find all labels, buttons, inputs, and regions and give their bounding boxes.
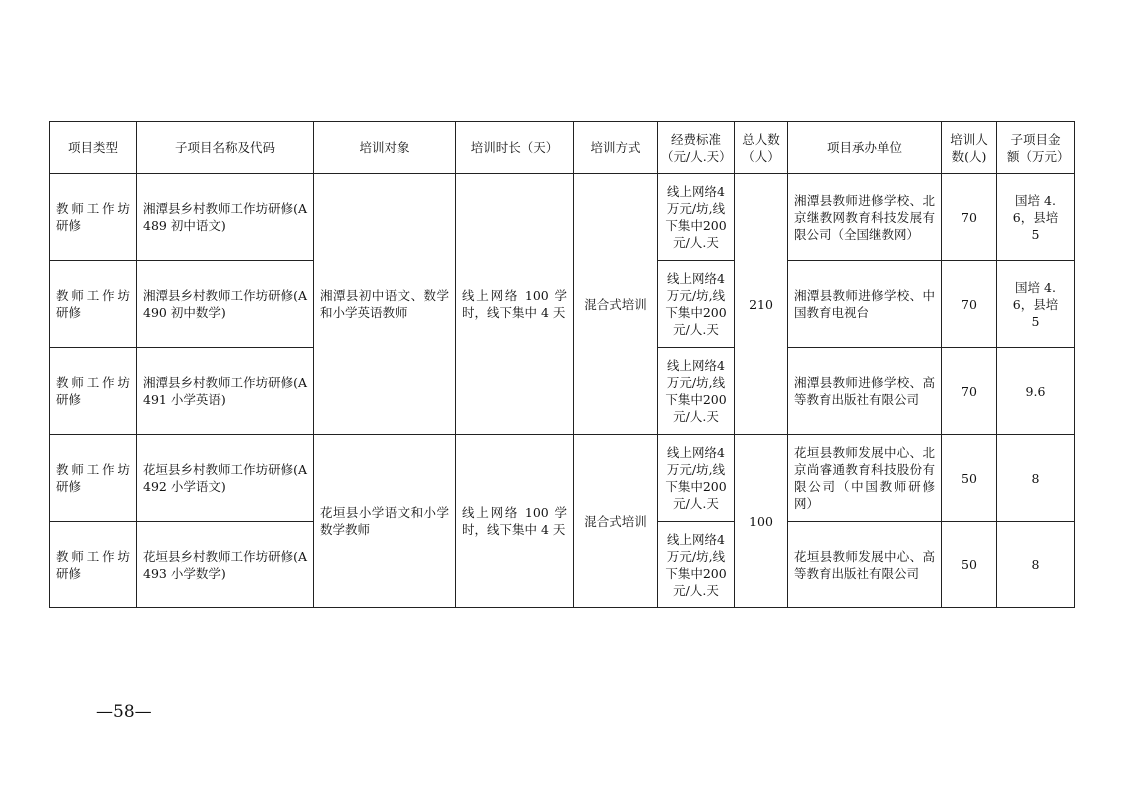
training-project-table	[49, 121, 1075, 608]
header-subproject-amount: 子项目金额（万元）	[997, 122, 1075, 174]
cell-project-type: 教师工作坊研修	[50, 348, 137, 435]
header-total-people: 总人数（人）	[735, 122, 788, 174]
cell-subproject-name: 湘潭县乡村教师工作坊研修(A490 初中数学)	[137, 261, 314, 348]
cell-project-type: 教师工作坊研修	[50, 174, 137, 261]
table-row	[50, 435, 1075, 522]
cell-host-unit: 湘潭县教师进修学校、北京继教网教育科技发展有限公司（全国继教网）	[788, 174, 942, 261]
cell-training-target: 湘潭县初中语文、数学和小学英语教师	[314, 174, 456, 435]
cell-project-type: 教师工作坊研修	[50, 522, 137, 608]
cell-trainee-count: 50	[942, 435, 997, 522]
header-training-target: 培训对象	[314, 122, 456, 174]
cell-trainee-count: 50	[942, 522, 997, 608]
cell-host-unit: 湘潭县教师进修学校、高等教育出版社有限公司	[788, 348, 942, 435]
cell-fee-standard: 线上网络4万元/坊,线下集中200元/人.天	[658, 174, 735, 261]
cell-training-target: 花垣县小学语文和小学数学教师	[314, 435, 456, 608]
table-header-row	[50, 122, 1075, 174]
cell-subproject-name: 湘潭县乡村教师工作坊研修(A489 初中语文)	[137, 174, 314, 261]
cell-project-type: 教师工作坊研修	[50, 435, 137, 522]
cell-host-unit: 湘潭县教师进修学校、中国教育电视台	[788, 261, 942, 348]
cell-host-unit: 花垣县教师发展中心、北京尚睿通教育科技股份有限公司（中国教师研修网）	[788, 435, 942, 522]
cell-trainee-count: 70	[942, 174, 997, 261]
cell-training-method: 混合式培训	[574, 174, 658, 435]
header-training-method: 培训方式	[574, 122, 658, 174]
cell-subproject-name: 花垣县乡村教师工作坊研修(A492 小学语文)	[137, 435, 314, 522]
page-number: —58—	[96, 702, 152, 722]
cell-subproject-amount: 国培 4.6，县培 5	[997, 261, 1075, 348]
cell-training-method: 混合式培训	[574, 435, 658, 608]
cell-subproject-name: 湘潭县乡村教师工作坊研修(A491 小学英语)	[137, 348, 314, 435]
header-training-duration: 培训时长（天）	[456, 122, 574, 174]
cell-trainee-count: 70	[942, 348, 997, 435]
cell-subproject-amount: 9.6	[997, 348, 1075, 435]
cell-total-people: 210	[735, 174, 788, 435]
header-host-unit: 项目承办单位	[788, 122, 942, 174]
cell-fee-standard: 线上网络4万元/坊,线下集中200元/人.天	[658, 435, 735, 522]
cell-training-duration: 线上网络 100 学时，线下集中 4 天	[456, 435, 574, 608]
cell-fee-standard: 线上网络4万元/坊,线下集中200元/人.天	[658, 348, 735, 435]
cell-fee-standard: 线上网络4万元/坊,线下集中200元/人.天	[658, 261, 735, 348]
cell-subproject-amount: 8	[997, 522, 1075, 608]
cell-total-people: 100	[735, 435, 788, 608]
header-fee-standard: 经费标准（元/人.天）	[658, 122, 735, 174]
cell-training-duration: 线上网络 100 学时，线下集中 4 天	[456, 174, 574, 435]
cell-project-type: 教师工作坊研修	[50, 261, 137, 348]
cell-host-unit: 花垣县教师发展中心、高等教育出版社有限公司	[788, 522, 942, 608]
cell-subproject-amount: 国培 4.6，县培 5	[997, 174, 1075, 261]
header-trainee-count: 培训人数(人)	[942, 122, 997, 174]
cell-subproject-amount: 8	[997, 435, 1075, 522]
cell-trainee-count: 70	[942, 261, 997, 348]
table-row	[50, 174, 1075, 261]
header-project-type: 项目类型	[50, 122, 137, 174]
cell-subproject-name: 花垣县乡村教师工作坊研修(A493 小学数学)	[137, 522, 314, 608]
header-subproject-name: 子项目名称及代码	[137, 122, 314, 174]
cell-fee-standard: 线上网络4万元/坊,线下集中200元/人.天	[658, 522, 735, 608]
